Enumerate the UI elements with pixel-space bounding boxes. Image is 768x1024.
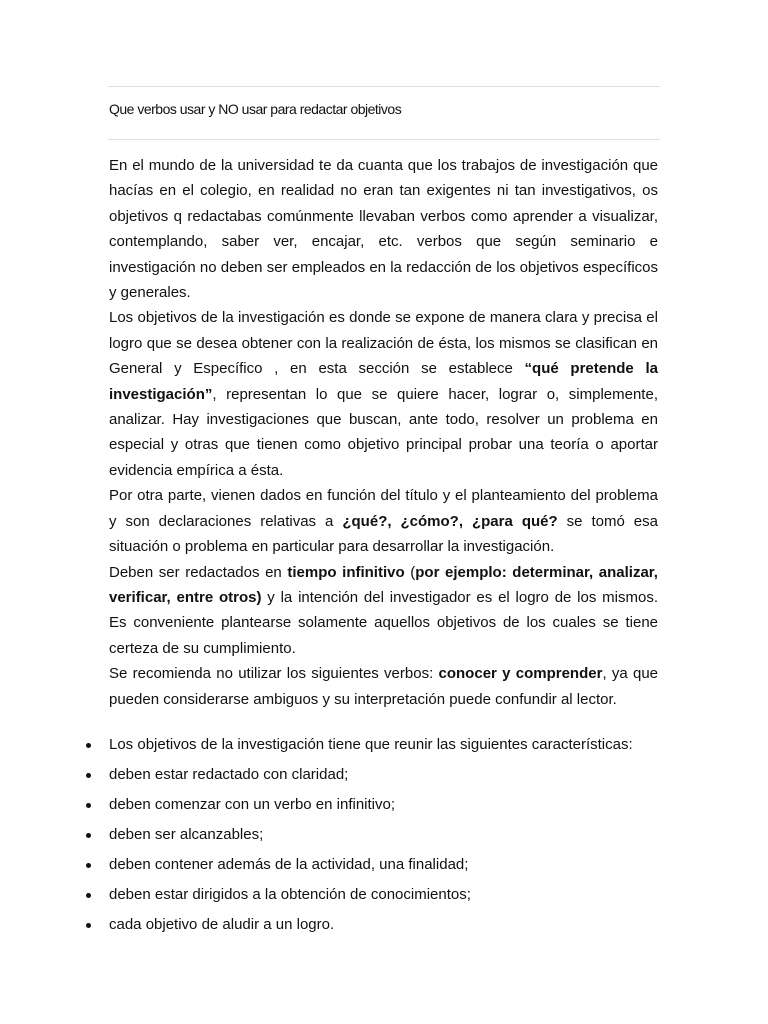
bullet-icon bbox=[86, 923, 91, 928]
emphasized-text: conocer y comprender bbox=[438, 665, 603, 683]
paragraph-text: Los objetivos de la investigación es donde se expone de manera clara y precisa el logro que se desea obtener con la realización de ésta, los mismos se clasifican en General y Específico , en esta sección se establece bbox=[109, 309, 658, 378]
list-item bbox=[84, 824, 664, 854]
list-item bbox=[84, 914, 664, 944]
list-item-text: cada objetivo de aludir a un logro. bbox=[109, 916, 335, 933]
paragraph-text: Deben ser redactados en bbox=[109, 563, 288, 581]
paragraph-text: Por otra parte, vienen dados en función del título y el planteamiento del problema y son declaraciones relativas a bbox=[109, 487, 658, 530]
document-body bbox=[109, 153, 658, 712]
body-paragraph bbox=[109, 153, 658, 305]
list-item-text: deben contener además de la actividad, una finalidad; bbox=[109, 856, 469, 873]
list-item-text: Los objetivos de la investigación tiene que reunir las siguientes características: bbox=[109, 736, 633, 753]
list-item bbox=[84, 854, 664, 884]
document-title: Que verbos usar y NO usar para redactar objetivos bbox=[109, 101, 402, 117]
list-item bbox=[84, 734, 664, 764]
body-paragraph bbox=[109, 305, 658, 483]
paragraph-text: ( bbox=[404, 563, 416, 581]
list-item bbox=[84, 794, 664, 824]
header-rule-bottom bbox=[108, 139, 660, 140]
paragraph-text: y la intención del investigador es el logro de los mismos. Es conveniente plantearse solamente aquellos objetivos de los cuales se tiene certeza de su cumplimiento. bbox=[109, 588, 658, 657]
list-item-text: deben comenzar con un verbo en infinitivo; bbox=[109, 796, 396, 813]
paragraph-text: , ya que pueden considerarse ambiguos y su interpretación puede confundir al lector. bbox=[109, 665, 659, 708]
list-item-text: deben ser alcanzables; bbox=[109, 826, 264, 843]
list-item bbox=[84, 764, 664, 794]
emphasized-text: ¿qué?, ¿cómo?, ¿para qué? bbox=[342, 512, 558, 530]
header-rule-top bbox=[108, 86, 660, 87]
bullet-icon bbox=[86, 773, 91, 778]
characteristics-list bbox=[84, 734, 664, 944]
body-paragraph bbox=[109, 483, 658, 559]
bullet-icon bbox=[86, 893, 91, 898]
body-paragraph bbox=[109, 661, 658, 712]
body-paragraph bbox=[109, 560, 658, 662]
bullet-icon bbox=[86, 803, 91, 808]
paragraph-text: Se recomienda no utilizar los siguientes verbos: bbox=[109, 665, 439, 683]
emphasized-text: “qué pretende la investigación” bbox=[109, 360, 658, 403]
list-item bbox=[84, 884, 664, 914]
emphasized-text: por ejemplo: determinar, analizar, verificar, entre otros) bbox=[109, 563, 658, 606]
paragraph-text: se tomó esa situación o problema en particular para desarrollar la investigación. bbox=[109, 512, 658, 556]
bullet-icon bbox=[86, 743, 91, 748]
list-item-text: deben estar dirigidos a la obtención de conocimientos; bbox=[109, 886, 471, 903]
bullet-icon bbox=[86, 863, 91, 868]
paragraph-text: En el mundo de la universidad te da cuanta que los trabajos de investigación que hacías en el colegio, en realidad no eran tan exigentes ni tan investigativos, os objetivos q redactabas comúnmente llevaban verbos como aprender a visualizar, contemplando, saber ver, encajar, etc. verbos que según seminario e investigación no deben ser empleados en la redacción de los objetivos específicos y generales. bbox=[109, 157, 658, 302]
emphasized-text: tiempo infinitivo bbox=[287, 563, 405, 581]
bullet-icon bbox=[86, 833, 91, 838]
paragraph-text: , representan lo que se quiere hacer, lograr o, simplemente, analizar. Hay investigaciones que buscan, ante todo, resolver un problema en especial y otras que tienen como objetivo principal probar una teoría o aportar evidencia empírica a ésta. bbox=[109, 385, 658, 479]
list-item-text: deben estar redactado con claridad; bbox=[109, 766, 349, 783]
